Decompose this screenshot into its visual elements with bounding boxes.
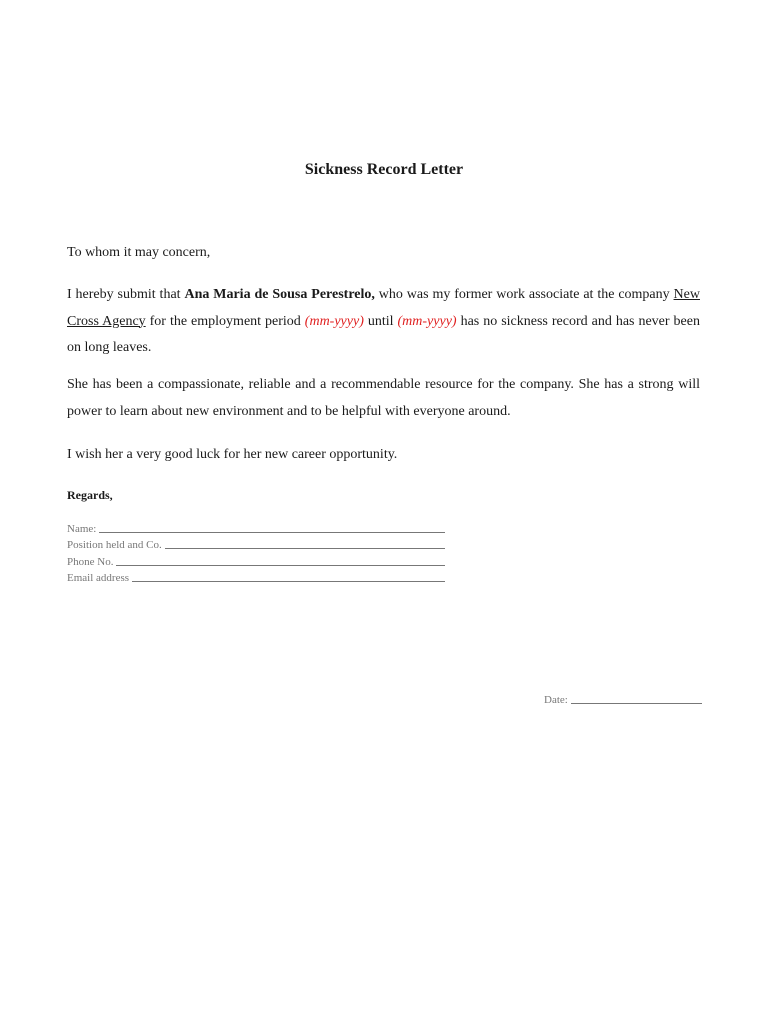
email-field-label: Email address xyxy=(67,572,130,584)
name-field-row xyxy=(67,518,445,535)
position-field-line xyxy=(165,536,445,549)
letter-greeting: To whom it may concern, xyxy=(67,245,211,260)
company-name: New Cross Agency xyxy=(67,287,700,329)
date-field-row xyxy=(544,691,702,706)
p1-mid2: for the employment period xyxy=(145,313,305,329)
p1-end: has no sickness record and has never been on long leaves. xyxy=(67,313,700,355)
p1-intro: I hereby submit that xyxy=(67,287,185,302)
start-date-placeholder: (mm-yyyy) xyxy=(304,313,364,329)
end-date-placeholder: (mm-yyyy) xyxy=(397,313,457,329)
paragraph-employment xyxy=(67,282,700,362)
p1-mid1: who was my former work associate at the company xyxy=(374,287,674,302)
phone-field-label: Phone No. xyxy=(67,555,114,568)
paragraph-character: She has been a compassionate, reliable and a recommendable resource for the company. She has a strong will power to learn about new environment and to be helpful with everyone around. xyxy=(67,377,700,419)
position-field-row xyxy=(67,535,445,552)
email-field-row xyxy=(67,568,445,585)
regards-text: Regards, xyxy=(67,488,113,502)
phone-field-row xyxy=(67,551,445,568)
name-field-line xyxy=(99,520,445,533)
phone-field-line xyxy=(116,553,445,566)
p1-mid3: until xyxy=(363,313,398,329)
position-field-label: Position held and Co. xyxy=(67,539,162,551)
date-field-label: Date: xyxy=(544,694,568,706)
signature-fields xyxy=(67,518,445,584)
date-field-line xyxy=(571,691,702,704)
employee-name: Ana Maria de Sousa Perestrelo, xyxy=(184,287,375,302)
email-field-line xyxy=(132,569,445,582)
name-field-label: Name: xyxy=(67,522,97,535)
letter-title: Sickness Record Letter xyxy=(304,161,464,178)
paragraph-wishes: I wish her a very good luck for her new career opportunity. xyxy=(67,447,398,462)
